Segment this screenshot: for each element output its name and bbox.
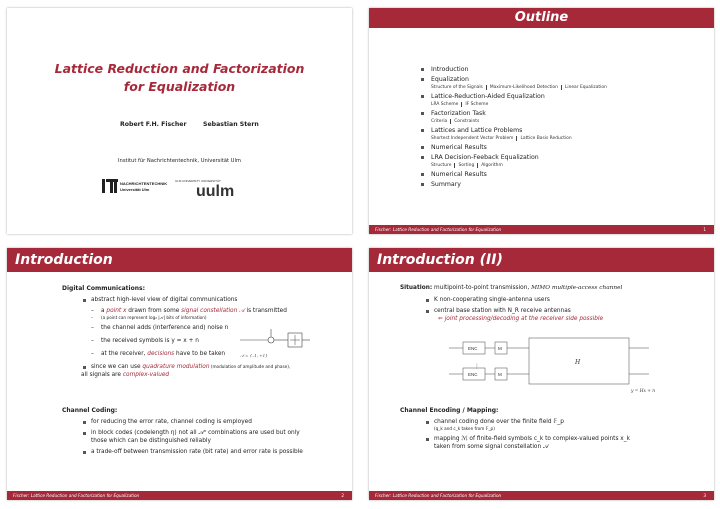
slide-footer bbox=[369, 491, 714, 500]
outline-subitems bbox=[431, 102, 607, 107]
page-number: 3 bbox=[703, 493, 706, 498]
outline-subitem: Lattice Basis Reduction bbox=[516, 136, 571, 141]
page-number: 1 bbox=[703, 227, 706, 232]
slide-footer bbox=[369, 225, 714, 234]
outline-item bbox=[421, 181, 607, 188]
bullet-item: a trade-off between transmission rate (bit rate) and error rate is possible bbox=[81, 448, 351, 456]
author-name-1: Robert F.H. Fischer bbox=[120, 121, 187, 128]
logo2-big: uulm bbox=[196, 183, 235, 200]
map-label-2: M bbox=[498, 372, 502, 377]
bullet-item: K non-cooperating single-antenna users bbox=[424, 296, 709, 304]
outline-subitem: Constraints bbox=[450, 119, 479, 124]
outline-item bbox=[421, 66, 607, 73]
joint-processing-note: ⇐ joint processing/decoding at the receiver side possible bbox=[438, 316, 604, 322]
outline-subitem: Structure of the Signals bbox=[431, 85, 483, 90]
page-number: 2 bbox=[341, 493, 344, 498]
bullet-continuation: those which can be distinguished reliably bbox=[91, 438, 211, 444]
outline-item-label: Lattices and Lattice Problems bbox=[431, 127, 523, 134]
bullet-continuation: all signals are complex-valued bbox=[81, 372, 170, 378]
channel-encoding-list bbox=[424, 418, 709, 451]
outline-item-label: Numerical Results bbox=[431, 171, 487, 178]
constellation-label: 𝒜 = {–1, +1} bbox=[240, 353, 268, 358]
outline-title: Outline bbox=[369, 8, 714, 28]
bullet-item: since we can use quadrature modulation (modulation of amplitude and phase), bbox=[81, 363, 351, 371]
outline-item-label: Summary bbox=[431, 181, 461, 188]
presentation-title-line2: for Equalization bbox=[123, 79, 236, 94]
introduction-ii-slide bbox=[369, 248, 714, 500]
slide-footer bbox=[7, 491, 352, 500]
outline-subitem: Shortest Independent Vector Problem bbox=[431, 136, 514, 141]
presentation-title-line1: Lattice Reduction and Factorization bbox=[54, 61, 305, 76]
outline-subitem: Sorting bbox=[454, 163, 474, 168]
bullet-item: channel coding done over the finite field 𝔽_p bbox=[424, 418, 709, 426]
bullet-note: (q_k and c_k taken from 𝔽_p) bbox=[434, 426, 495, 431]
uulm-logo bbox=[175, 176, 250, 198]
dash-item: – a point x drawn from some signal constellation 𝒜 is transmitted bbox=[81, 307, 351, 315]
bullet-continuation: taken from some signal constellation 𝒜 bbox=[434, 444, 549, 450]
bullet-item: in block codes (codelength η) not all 𝒜ⁿ combinations are used but only bbox=[81, 429, 351, 437]
outline-item-label: Factorization Task bbox=[431, 110, 486, 117]
logo2-small: ULM UNIVERSITY UNIVERSITÄT bbox=[175, 179, 221, 183]
outline-subitems bbox=[431, 119, 607, 124]
title-slide bbox=[7, 8, 352, 234]
bullet-item: mapping ℳ of finite-field symbols c_k to complex-valued points x_k bbox=[424, 435, 709, 443]
outline-subitems bbox=[431, 85, 607, 90]
dash-item: – the received symbols is y = x + n bbox=[81, 337, 351, 345]
outline-subitem: Criteria bbox=[431, 119, 448, 124]
outline-item-label: Numerical Results bbox=[431, 144, 487, 151]
institute-name: Institut für Nachrichtentechnik, Universität Ulm bbox=[118, 158, 241, 164]
section-digital-comm: Digital Communications: bbox=[62, 285, 145, 292]
bullet-item: central base station with N_R receive antennas bbox=[424, 307, 709, 315]
outline-list bbox=[421, 66, 607, 191]
outline-item bbox=[421, 127, 607, 141]
outline-item-label: LRA Decision-Feeback Equalization bbox=[431, 154, 539, 161]
enc-label-1: ENC bbox=[468, 346, 478, 351]
section-channel-coding: Channel Coding: bbox=[62, 407, 118, 414]
received-signal-label: y = Hx + n bbox=[631, 389, 656, 394]
map-label-1: M bbox=[498, 346, 502, 351]
outline-subitem: LRA Scheme bbox=[431, 102, 459, 107]
outline-item bbox=[421, 76, 607, 90]
bullet-item: abstract high-level view of digital communications bbox=[81, 296, 351, 304]
outline-item bbox=[421, 144, 607, 151]
outline-subitems bbox=[431, 136, 607, 141]
outline-subitem: Maximum-Likelihood Detection bbox=[486, 85, 558, 90]
dash-item: – the channel adds (interference and) noise n bbox=[81, 324, 351, 332]
logo1-line1: NACHRICHTENTECHNIK bbox=[120, 181, 168, 186]
dash-note: – (a point can represent log₂ |𝒜| bits of information) bbox=[81, 315, 351, 321]
bullet-item: for reducing the error rate, channel coding is employed bbox=[81, 418, 351, 426]
outline-item bbox=[421, 154, 607, 168]
intro2-title: Introduction (II) bbox=[369, 248, 714, 272]
introduction-slide bbox=[7, 248, 352, 500]
digital-comm-list bbox=[81, 296, 351, 379]
vertical-dots: ⋮ bbox=[474, 363, 480, 370]
mimo-diagram bbox=[449, 336, 699, 404]
outline-item bbox=[421, 93, 607, 107]
outline-subitem: IF Scheme bbox=[461, 102, 488, 107]
outline-slide bbox=[369, 8, 714, 234]
outline-item bbox=[421, 110, 607, 124]
outline-item-label: Introduction bbox=[431, 66, 469, 73]
intro-title: Introduction bbox=[7, 248, 352, 272]
outline-subitems bbox=[431, 163, 607, 168]
enc-label-2: ENC bbox=[468, 372, 478, 377]
author-name-2: Sebastian Stern bbox=[203, 121, 259, 128]
outline-item-label: Equalization bbox=[431, 76, 469, 83]
footer-text: Fischer: Lattice Reduction and Factorization for Equalization bbox=[375, 493, 502, 498]
channel-coding-list bbox=[81, 418, 351, 456]
outline-item-label: Lattice-Reduction-Aided Equalization bbox=[431, 93, 545, 100]
nachrichtentechnik-logo bbox=[102, 178, 168, 194]
section-channel-encoding: Channel Encoding / Mapping: bbox=[400, 407, 499, 414]
situation-line: Situation: multipoint-to-point transmission, MIMO multiple-access channel bbox=[400, 285, 623, 291]
outline-item bbox=[421, 171, 607, 178]
channel-matrix-label: H bbox=[575, 359, 581, 366]
footer-text: Fischer: Lattice Reduction and Factorization for Equalization bbox=[13, 493, 140, 498]
outline-subitem: Structure bbox=[431, 163, 452, 168]
situation-list bbox=[424, 296, 709, 323]
footer-text: Fischer: Lattice Reduction and Factorization for Equalization bbox=[375, 227, 502, 232]
logo1-line2: Universität Ulm bbox=[120, 187, 150, 192]
outline-subitem: Algorithm bbox=[477, 163, 503, 168]
dash-item: – at the receiver, decisions have to be taken bbox=[81, 350, 351, 358]
outline-subitem: Linear Equalization bbox=[561, 85, 607, 90]
channel-diagram bbox=[240, 326, 310, 360]
